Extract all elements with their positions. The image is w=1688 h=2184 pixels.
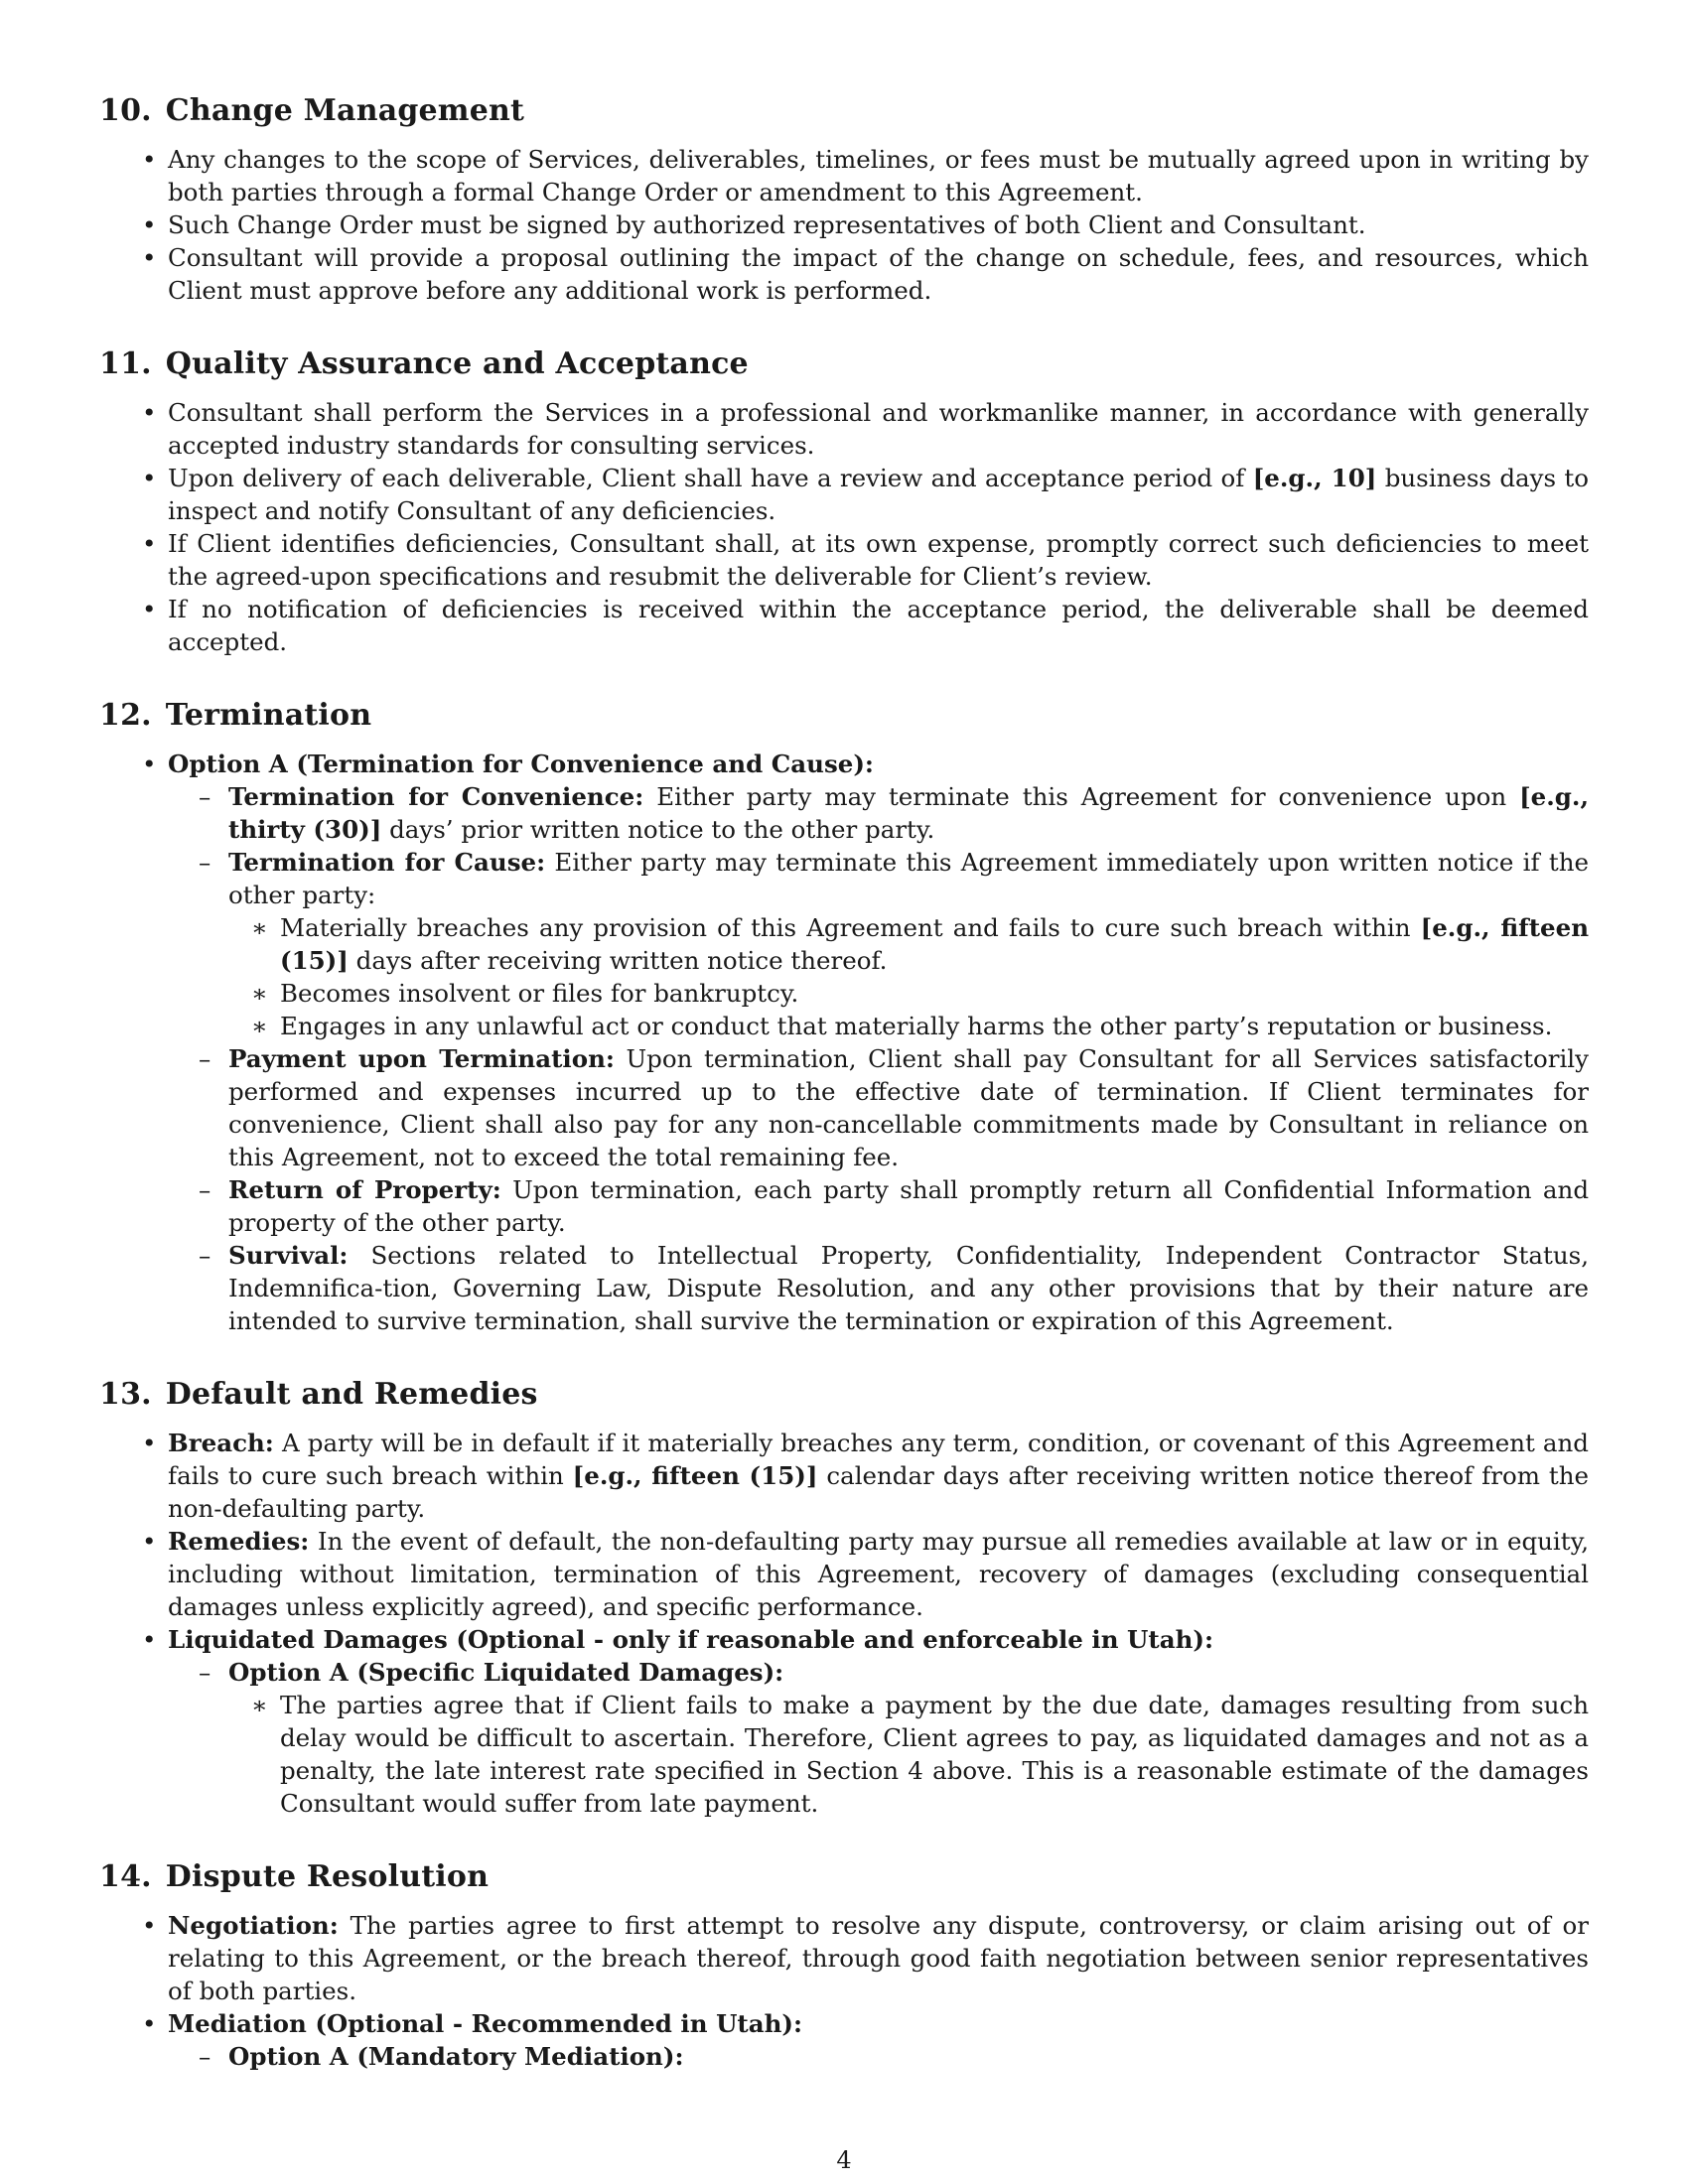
section-dispute-resolution	[99, 1859, 1589, 2073]
section-title: Default and Remedies	[165, 1377, 538, 1412]
bullet-marker: •	[142, 243, 157, 272]
bullet-list	[99, 143, 1589, 307]
section-number: 13.	[99, 1377, 152, 1412]
bullet-list	[99, 1427, 1589, 1820]
item-text: The parties agree that if Client fails to make a payment by the due date, damages resulting from such delay would be difficult to ascertain. Therefore, Client agrees to pay, as liquidated damages and not as a penalty, the late interest rate specified in Section 4 above. This is a reasonable estimate of the damages Consultant would suffer from late payment.	[280, 1691, 1589, 1818]
section-termination	[99, 698, 1589, 1337]
dash-marker: –	[199, 1175, 211, 1204]
list-item	[99, 1525, 1589, 1623]
dash-marker: –	[199, 1658, 211, 1687]
placeholder-value: [e.g., fifteen (15)]	[280, 913, 1590, 975]
list-item	[99, 593, 1589, 658]
section-number: 12.	[99, 698, 152, 733]
item-text: Sections related to Intellectual Property, Confidentiality, Independent Contractor Status, Indemnifica-tion, Governing Law, Dispute Resolution, and any other provisions that by their nature are intended to survive termination, shall survive the termination or expiration of this Agreement.	[228, 1241, 1589, 1335]
item-text: The parties agree to first attempt to resolve any dispute, controversy, or claim arising out of or relating to this Agreement, or the breach thereof, through good faith negotiation between senior representatives of both parties.	[168, 1911, 1589, 2005]
sub-list-item	[99, 1656, 1589, 1689]
list-item	[99, 527, 1589, 593]
item-text: Consultant will provide a proposal outlining the impact of the change on schedule, fees, and resources, which Client must approve before any additional work is performed.	[168, 243, 1589, 305]
bullet-marker: •	[142, 210, 157, 239]
item-label: Negotiation:	[168, 1911, 339, 1940]
bullet-marker: •	[142, 1625, 157, 1654]
item-label: Remedies:	[168, 1527, 310, 1556]
item-text: days’ prior written notice to the other party.	[381, 815, 935, 844]
bullet-marker: •	[142, 398, 157, 427]
section-heading	[99, 346, 1589, 382]
section-heading	[99, 93, 1589, 129]
section-heading	[99, 698, 1589, 734]
list-item	[99, 396, 1589, 462]
star-marker: ∗	[251, 1012, 268, 1040]
sub-list-item	[99, 2040, 1589, 2073]
item-label: Mediation (Optional - Recommended in Utah):	[168, 2009, 803, 2038]
list-item	[99, 462, 1589, 527]
dash-marker: –	[199, 1241, 211, 1270]
item-text: Upon termination, each party shall promptly return all Confidential Information and property of the other party.	[228, 1175, 1590, 1237]
bullet-marker: •	[142, 1911, 157, 1940]
list-item	[99, 1909, 1589, 2007]
bullet-marker: •	[142, 145, 157, 174]
list-item	[99, 241, 1589, 307]
item-text: Either party may terminate this Agreement immediately upon written notice if the other party:	[228, 848, 1589, 909]
item-text: Upon termination, Client shall pay Consultant for all Services satisfactorily performed and expenses incurred up to the effective date of termination. If Client terminates for convenience, Client shall also pay for any non-cancellable commitments made by Consultant in reliance on this Agreement, not to exceed the total remaining fee.	[228, 1044, 1589, 1171]
section-number: 10.	[99, 93, 152, 128]
list-item	[99, 1623, 1589, 1656]
section-title: Quality Assurance and Acceptance	[165, 346, 749, 381]
item-label: Survival:	[228, 1241, 349, 1270]
item-text: A party will be in default if it materially breaches any term, condition, or covenant of this Agreement and fails to cure such breach within	[168, 1429, 1589, 1490]
bullet-marker: •	[142, 1429, 157, 1457]
item-text: Becomes insolvent or files for bankruptcy.	[280, 979, 799, 1008]
item-label: Termination for Convenience:	[228, 782, 644, 811]
section-number: 14.	[99, 1859, 152, 1894]
sub-sub-list-item	[99, 911, 1589, 977]
item-text: Engages in any unlawful act or conduct that materially harms the other party’s reputation or business.	[280, 1012, 1553, 1040]
list-item	[99, 208, 1589, 241]
bullet-marker: •	[142, 464, 157, 492]
bullet-list	[99, 1909, 1589, 2073]
bullet-marker: •	[142, 595, 157, 623]
dash-marker: –	[199, 848, 211, 877]
item-label: Payment upon Termination:	[228, 1044, 615, 1073]
star-marker: ∗	[251, 1691, 268, 1719]
item-label: Breach:	[168, 1429, 274, 1457]
sub-sub-list-item	[99, 977, 1589, 1010]
item-label: Return of Property:	[228, 1175, 501, 1204]
item-text: Either party may terminate this Agreement for convenience upon	[643, 782, 1520, 811]
item-text: If Client identifies deficiencies, Consultant shall, at its own expense, promptly correct such deficiencies to meet the agreed-upon specifications and resubmit the deliverable for Client’s review.	[168, 529, 1589, 591]
sub-list-item	[99, 846, 1589, 911]
item-text: days after receiving written notice thereof.	[348, 946, 888, 975]
dash-marker: –	[199, 2042, 211, 2071]
item-text: calendar days after receiving written notice thereof from the non-defaulting party.	[168, 1461, 1589, 1523]
list-item	[99, 748, 1589, 780]
list-item	[99, 2007, 1589, 2040]
option-label: Option A (Specific Liquidated Damages):	[228, 1658, 784, 1687]
bullet-marker: •	[142, 750, 157, 778]
item-text: In the event of default, the non-defaulting party may pursue all remedies available at law or in equity, including without limitation, termination of this Agreement, recovery of damages (excluding consequential damages unless explicitly agreed), and specific performance.	[168, 1527, 1589, 1621]
item-text: Materially breaches any provision of this Agreement and fails to cure such breach within	[280, 913, 1421, 942]
sub-list-item	[99, 1239, 1589, 1337]
item-text: Any changes to the scope of Services, deliverables, timelines, or fees must be mutually agreed upon in writing by both parties through a formal Change Order or amendment to this Agreement.	[168, 145, 1589, 206]
option-label: Option A (Mandatory Mediation):	[228, 2042, 684, 2071]
item-label: Liquidated Damages (Optional - only if reasonable and enforceable in Utah):	[168, 1625, 1214, 1654]
item-label: Termination for Cause:	[228, 848, 546, 877]
item-text: Upon delivery of each deliverable, Client shall have a review and acceptance period of	[168, 464, 1253, 492]
sub-sub-list-item	[99, 1010, 1589, 1042]
sub-sub-list-item	[99, 1689, 1589, 1820]
section-title: Dispute Resolution	[165, 1859, 490, 1894]
bullet-list	[99, 396, 1589, 658]
page-number: 4	[836, 2146, 852, 2174]
section-title: Termination	[165, 698, 372, 733]
section-number: 11.	[99, 346, 152, 381]
list-item	[99, 1427, 1589, 1525]
sub-list-item	[99, 780, 1589, 846]
sub-list-item	[99, 1173, 1589, 1239]
item-text: Consultant shall perform the Services in a professional and workmanlike manner, in accordance with generally accepted industry standards for consulting services.	[168, 398, 1589, 460]
section-title: Change Management	[165, 93, 525, 128]
option-label: Option A (Termination for Convenience and Cause):	[168, 750, 874, 778]
section-default-remedies	[99, 1377, 1589, 1820]
section-heading	[99, 1859, 1589, 1895]
bullet-marker: •	[142, 1527, 157, 1556]
item-text: If no notification of deficiencies is received within the acceptance period, the deliverable shall be deemed accepted.	[168, 595, 1589, 656]
placeholder-value: [e.g., 10]	[1252, 464, 1377, 492]
star-marker: ∗	[251, 979, 268, 1008]
list-item	[99, 143, 1589, 208]
section-change-management	[99, 93, 1589, 307]
item-text: business days to inspect and notify Consultant of any deficiencies.	[168, 464, 1589, 525]
dash-marker: –	[199, 1044, 211, 1073]
bullet-marker: •	[142, 529, 157, 558]
sub-list-item	[99, 1042, 1589, 1173]
section-heading	[99, 1377, 1589, 1413]
bullet-list	[99, 748, 1589, 1337]
item-text: Such Change Order must be signed by authorized representatives of both Client and Consultant.	[168, 210, 1366, 239]
section-quality-assurance	[99, 346, 1589, 658]
bullet-marker: •	[142, 2009, 157, 2038]
star-marker: ∗	[251, 913, 268, 942]
dash-marker: –	[199, 782, 211, 811]
placeholder-value: [e.g., thirty (30)]	[228, 782, 1589, 844]
page-content	[99, 93, 1589, 2113]
placeholder-value: [e.g., fifteen (15)]	[572, 1461, 818, 1490]
